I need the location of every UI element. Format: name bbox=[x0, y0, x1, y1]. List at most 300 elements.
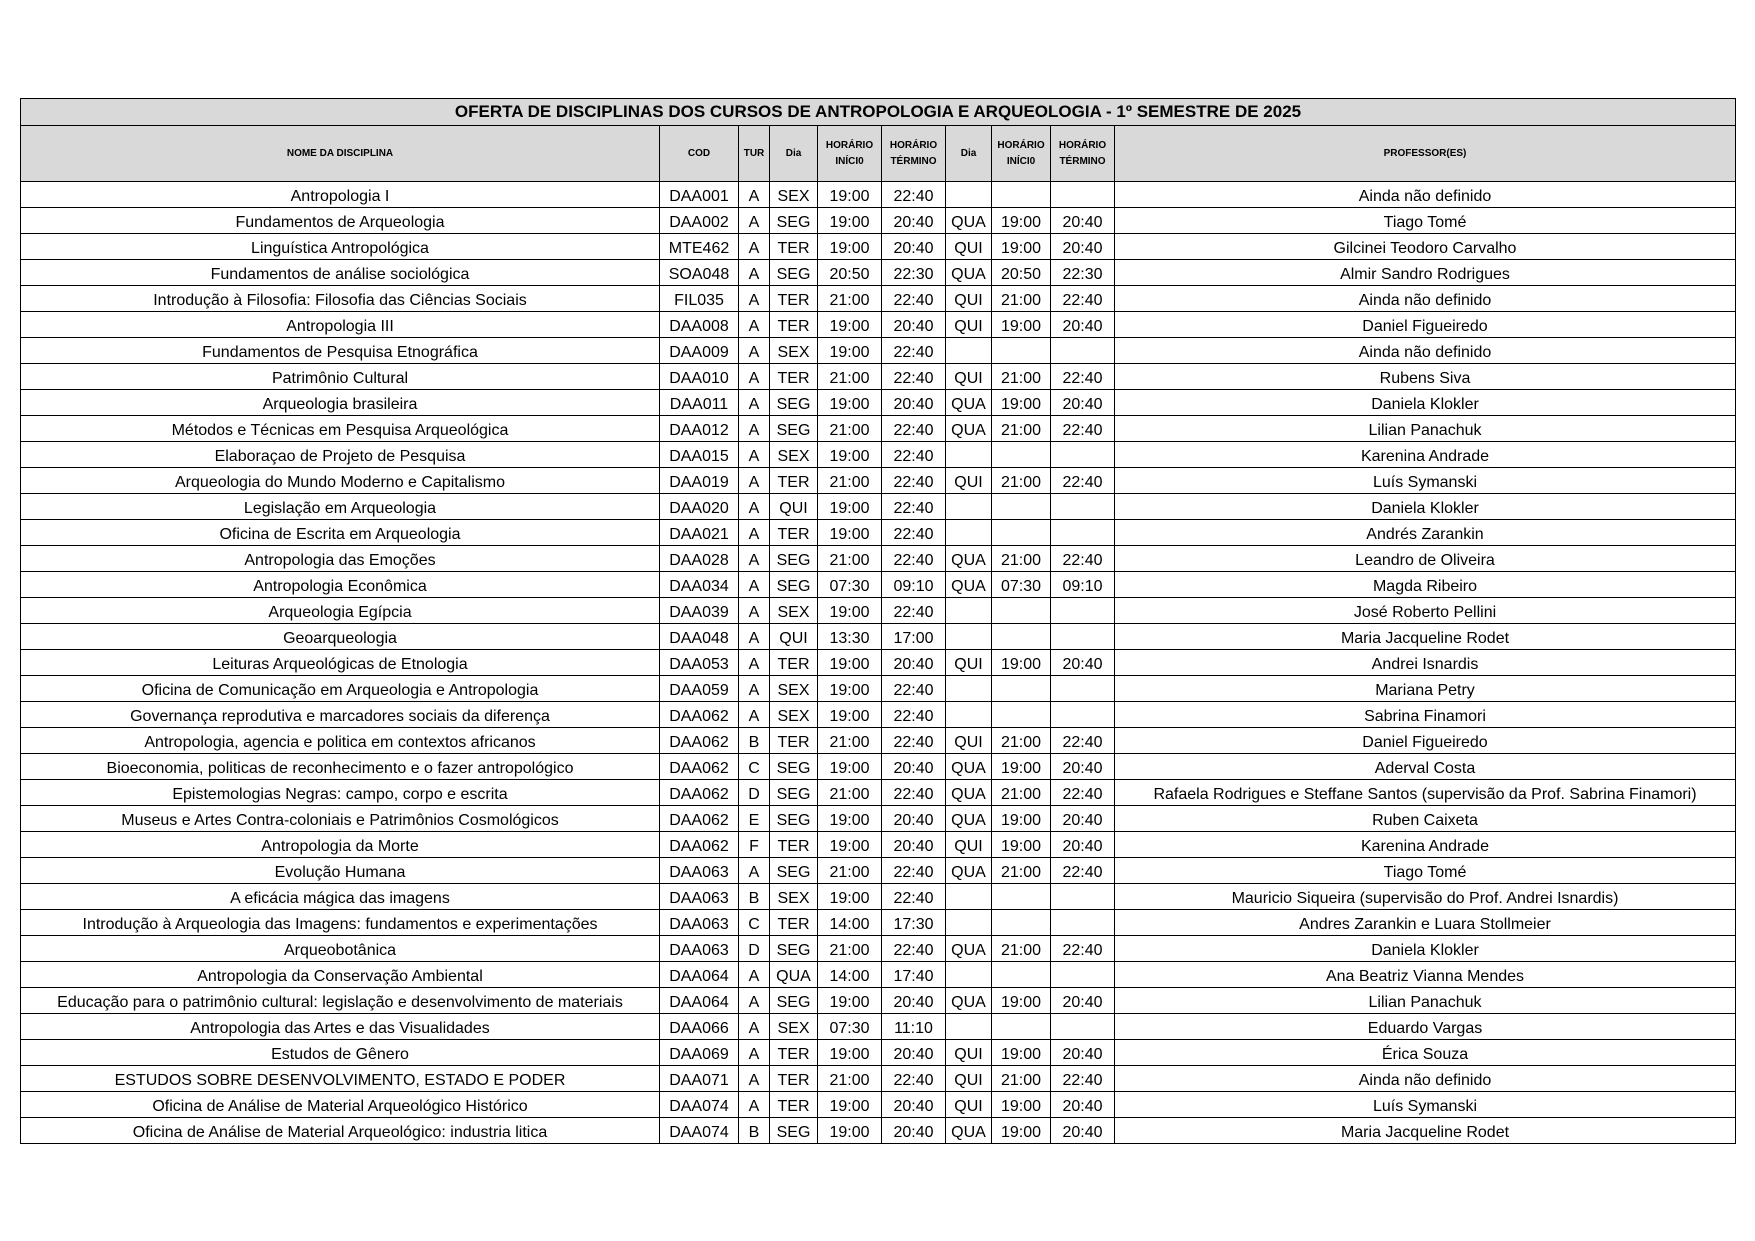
cell-dia-2: QUI bbox=[946, 728, 992, 754]
cell-horario-termino-1: 22:40 bbox=[882, 364, 946, 390]
cell-horario-termino-2 bbox=[1051, 598, 1115, 624]
table-row bbox=[21, 1040, 1736, 1066]
cell-horario-termino-2: 20:40 bbox=[1051, 650, 1115, 676]
cell-horario-termino-1: 20:40 bbox=[882, 650, 946, 676]
header-horario-termino-2 bbox=[1051, 126, 1115, 182]
cell-dia-2: QUA bbox=[946, 208, 992, 234]
table-row bbox=[21, 468, 1736, 494]
cell-tur: C bbox=[739, 754, 770, 780]
table-row bbox=[21, 780, 1736, 806]
cell-nome-disciplina: Governança reprodutiva e marcadores sociais da diferença bbox=[21, 702, 660, 728]
cell-tur: A bbox=[739, 1092, 770, 1118]
cell-tur: D bbox=[739, 936, 770, 962]
cell-horario-termino-2 bbox=[1051, 910, 1115, 936]
cell-horario-inicio-2: 19:00 bbox=[992, 806, 1051, 832]
cell-professores: Eduardo Vargas bbox=[1115, 1014, 1736, 1040]
table-row bbox=[21, 234, 1736, 260]
cell-cod: DAA048 bbox=[660, 624, 739, 650]
cell-professores: Daniela Klokler bbox=[1115, 390, 1736, 416]
cell-horario-termino-1: 20:40 bbox=[882, 754, 946, 780]
cell-professores: José Roberto Pellini bbox=[1115, 598, 1736, 624]
cell-tur: E bbox=[739, 806, 770, 832]
cell-nome-disciplina: Antropologia III bbox=[21, 312, 660, 338]
cell-horario-termino-1: 22:40 bbox=[882, 702, 946, 728]
cell-horario-inicio-2 bbox=[992, 962, 1051, 988]
cell-horario-inicio-2: 21:00 bbox=[992, 936, 1051, 962]
cell-horario-termino-1: 22:40 bbox=[882, 884, 946, 910]
cell-horario-inicio-2: 19:00 bbox=[992, 390, 1051, 416]
course-rows bbox=[21, 182, 1736, 1144]
cell-horario-termino-2: 22:40 bbox=[1051, 364, 1115, 390]
cell-horario-inicio-1: 19:00 bbox=[818, 988, 882, 1014]
cell-horario-inicio-2: 20:50 bbox=[992, 260, 1051, 286]
cell-nome-disciplina: Antropologia das Artes e das Visualidades bbox=[21, 1014, 660, 1040]
cell-dia-2: QUI bbox=[946, 1066, 992, 1092]
cell-professores: Lilian Panachuk bbox=[1115, 416, 1736, 442]
cell-horario-inicio-1: 21:00 bbox=[818, 286, 882, 312]
cell-cod: DAA074 bbox=[660, 1118, 739, 1144]
cell-horario-termino-2: 22:40 bbox=[1051, 1066, 1115, 1092]
cell-horario-inicio-2: 19:00 bbox=[992, 1118, 1051, 1144]
cell-horario-inicio-1: 21:00 bbox=[818, 546, 882, 572]
cell-dia-1: SEG bbox=[770, 572, 818, 598]
table-row bbox=[21, 1118, 1736, 1144]
cell-horario-inicio-2: 19:00 bbox=[992, 832, 1051, 858]
cell-horario-termino-1: 22:40 bbox=[882, 598, 946, 624]
cell-dia-2 bbox=[946, 182, 992, 208]
cell-cod: DAA069 bbox=[660, 1040, 739, 1066]
table-row bbox=[21, 208, 1736, 234]
cell-horario-inicio-2: 21:00 bbox=[992, 728, 1051, 754]
cell-cod: DAA002 bbox=[660, 208, 739, 234]
cell-horario-inicio-2 bbox=[992, 884, 1051, 910]
cell-horario-inicio-1: 21:00 bbox=[818, 416, 882, 442]
cell-cod: DAA015 bbox=[660, 442, 739, 468]
cell-dia-1: TER bbox=[770, 234, 818, 260]
cell-horario-inicio-2: 21:00 bbox=[992, 416, 1051, 442]
cell-horario-inicio-2 bbox=[992, 442, 1051, 468]
cell-horario-termino-2 bbox=[1051, 884, 1115, 910]
table-row bbox=[21, 286, 1736, 312]
cell-dia-2: QUA bbox=[946, 572, 992, 598]
cell-dia-2 bbox=[946, 884, 992, 910]
cell-horario-termino-2: 20:40 bbox=[1051, 806, 1115, 832]
cell-professores: Ainda não definido bbox=[1115, 286, 1736, 312]
cell-professores: Mauricio Siqueira (supervisão do Prof. Andrei Isnardis) bbox=[1115, 884, 1736, 910]
cell-nome-disciplina: Bioeconomia, politicas de reconhecimento e o fazer antropológico bbox=[21, 754, 660, 780]
cell-cod: DAA020 bbox=[660, 494, 739, 520]
cell-cod: DAA064 bbox=[660, 962, 739, 988]
cell-nome-disciplina: Fundamentos de análise sociológica bbox=[21, 260, 660, 286]
cell-dia-2: QUA bbox=[946, 936, 992, 962]
cell-professores: Ainda não definido bbox=[1115, 182, 1736, 208]
cell-tur: A bbox=[739, 624, 770, 650]
cell-professores: Daniel Figueiredo bbox=[1115, 312, 1736, 338]
cell-dia-2: QUI bbox=[946, 364, 992, 390]
cell-tur: A bbox=[739, 1040, 770, 1066]
cell-dia-2 bbox=[946, 338, 992, 364]
cell-dia-2 bbox=[946, 494, 992, 520]
cell-horario-termino-1: 22:40 bbox=[882, 858, 946, 884]
cell-horario-termino-1: 22:40 bbox=[882, 546, 946, 572]
header-horario-termino-2-line2: TÉRMINO bbox=[1059, 155, 1106, 167]
cell-cod: DAA062 bbox=[660, 754, 739, 780]
cell-dia-1: SEG bbox=[770, 936, 818, 962]
cell-cod: DAA074 bbox=[660, 1092, 739, 1118]
cell-horario-termino-2 bbox=[1051, 624, 1115, 650]
cell-dia-2 bbox=[946, 442, 992, 468]
cell-horario-termino-1: 11:10 bbox=[882, 1014, 946, 1040]
cell-dia-1: TER bbox=[770, 312, 818, 338]
cell-horario-termino-2: 20:40 bbox=[1051, 832, 1115, 858]
cell-horario-inicio-1: 14:00 bbox=[818, 910, 882, 936]
cell-horario-termino-2: 20:40 bbox=[1051, 1092, 1115, 1118]
cell-cod: DAA001 bbox=[660, 182, 739, 208]
cell-cod: DAA039 bbox=[660, 598, 739, 624]
cell-horario-inicio-1: 19:00 bbox=[818, 884, 882, 910]
cell-nome-disciplina: Arqueologia brasileira bbox=[21, 390, 660, 416]
cell-professores: Tiago Tomé bbox=[1115, 858, 1736, 884]
table-row bbox=[21, 910, 1736, 936]
cell-dia-1: TER bbox=[770, 468, 818, 494]
cell-tur: A bbox=[739, 1066, 770, 1092]
cell-nome-disciplina: Antropologia da Conservação Ambiental bbox=[21, 962, 660, 988]
cell-horario-termino-2: 22:40 bbox=[1051, 728, 1115, 754]
cell-tur: A bbox=[739, 988, 770, 1014]
cell-horario-termino-1: 22:40 bbox=[882, 182, 946, 208]
cell-horario-inicio-2 bbox=[992, 494, 1051, 520]
table-row bbox=[21, 988, 1736, 1014]
cell-horario-termino-2: 20:40 bbox=[1051, 1118, 1115, 1144]
cell-dia-1: SEG bbox=[770, 546, 818, 572]
cell-horario-termino-1: 22:40 bbox=[882, 416, 946, 442]
header-dia-1: Dia bbox=[770, 126, 818, 182]
cell-horario-termino-2 bbox=[1051, 182, 1115, 208]
cell-cod: DAA066 bbox=[660, 1014, 739, 1040]
table-row bbox=[21, 494, 1736, 520]
table-row bbox=[21, 546, 1736, 572]
cell-horario-termino-2 bbox=[1051, 520, 1115, 546]
cell-nome-disciplina: Leituras Arqueológicas de Etnologia bbox=[21, 650, 660, 676]
header-tur: TUR bbox=[739, 126, 770, 182]
header-horario-inicio-2-line1: HORÁRIO bbox=[997, 139, 1045, 151]
cell-professores: Érica Souza bbox=[1115, 1040, 1736, 1066]
cell-nome-disciplina: Introdução à Arqueologia das Imagens: fundamentos e experimentações bbox=[21, 910, 660, 936]
cell-nome-disciplina: Linguística Antropológica bbox=[21, 234, 660, 260]
cell-horario-termino-2: 20:40 bbox=[1051, 234, 1115, 260]
cell-horario-termino-1: 22:40 bbox=[882, 468, 946, 494]
cell-horario-inicio-1: 19:00 bbox=[818, 1040, 882, 1066]
cell-horario-termino-2: 20:40 bbox=[1051, 1040, 1115, 1066]
cell-nome-disciplina: Fundamentos de Pesquisa Etnográfica bbox=[21, 338, 660, 364]
cell-horario-termino-1: 22:40 bbox=[882, 1066, 946, 1092]
header-professores: PROFESSOR(ES) bbox=[1115, 126, 1736, 182]
cell-dia-1: SEX bbox=[770, 884, 818, 910]
cell-dia-1: TER bbox=[770, 910, 818, 936]
cell-horario-inicio-2 bbox=[992, 624, 1051, 650]
cell-tur: A bbox=[739, 364, 770, 390]
cell-horario-termino-2 bbox=[1051, 676, 1115, 702]
cell-cod: DAA011 bbox=[660, 390, 739, 416]
cell-tur: A bbox=[739, 572, 770, 598]
cell-horario-termino-1: 20:40 bbox=[882, 312, 946, 338]
cell-cod: DAA012 bbox=[660, 416, 739, 442]
cell-horario-termino-2: 20:40 bbox=[1051, 208, 1115, 234]
cell-professores: Ana Beatriz Vianna Mendes bbox=[1115, 962, 1736, 988]
cell-nome-disciplina: Arqueobotânica bbox=[21, 936, 660, 962]
cell-nome-disciplina: Introdução à Filosofia: Filosofia das Ciências Sociais bbox=[21, 286, 660, 312]
cell-horario-inicio-2: 21:00 bbox=[992, 858, 1051, 884]
cell-professores: Almir Sandro Rodrigues bbox=[1115, 260, 1736, 286]
cell-tur: A bbox=[739, 468, 770, 494]
cell-dia-2: QUA bbox=[946, 416, 992, 442]
cell-dia-2: QUA bbox=[946, 780, 992, 806]
cell-tur: D bbox=[739, 780, 770, 806]
cell-horario-inicio-1: 21:00 bbox=[818, 858, 882, 884]
cell-dia-2: QUI bbox=[946, 1092, 992, 1118]
cell-dia-2: QUA bbox=[946, 988, 992, 1014]
cell-dia-1: TER bbox=[770, 364, 818, 390]
cell-dia-1: SEG bbox=[770, 390, 818, 416]
cell-professores: Leandro de Oliveira bbox=[1115, 546, 1736, 572]
cell-horario-inicio-1: 19:00 bbox=[818, 338, 882, 364]
header-horario-termino-1-line1: HORÁRIO bbox=[889, 139, 938, 151]
cell-horario-inicio-2: 21:00 bbox=[992, 546, 1051, 572]
table-row bbox=[21, 1066, 1736, 1092]
cell-nome-disciplina: Evolução Humana bbox=[21, 858, 660, 884]
cell-tur: A bbox=[739, 676, 770, 702]
table-row bbox=[21, 338, 1736, 364]
cell-horario-inicio-1: 13:30 bbox=[818, 624, 882, 650]
cell-cod: DAA008 bbox=[660, 312, 739, 338]
header-horario-inicio-2-line2: INÍCI0 bbox=[1006, 155, 1036, 167]
cell-cod: SOA048 bbox=[660, 260, 739, 286]
cell-cod: DAA034 bbox=[660, 572, 739, 598]
cell-tur: A bbox=[739, 338, 770, 364]
cell-horario-inicio-1: 07:30 bbox=[818, 572, 882, 598]
cell-dia-1: QUI bbox=[770, 494, 818, 520]
cell-horario-inicio-1: 19:00 bbox=[818, 754, 882, 780]
cell-horario-inicio-2: 19:00 bbox=[992, 312, 1051, 338]
cell-tur: A bbox=[739, 260, 770, 286]
course-offering-sheet bbox=[20, 98, 1735, 1144]
cell-professores: Rubens Siva bbox=[1115, 364, 1736, 390]
cell-horario-termino-1: 17:30 bbox=[882, 910, 946, 936]
cell-horario-inicio-2 bbox=[992, 520, 1051, 546]
cell-horario-inicio-2 bbox=[992, 910, 1051, 936]
cell-horario-inicio-1: 19:00 bbox=[818, 208, 882, 234]
cell-nome-disciplina: Arqueologia Egípcia bbox=[21, 598, 660, 624]
cell-horario-termino-2: 22:40 bbox=[1051, 416, 1115, 442]
cell-cod: MTE462 bbox=[660, 234, 739, 260]
cell-cod: DAA028 bbox=[660, 546, 739, 572]
cell-dia-1: TER bbox=[770, 520, 818, 546]
header-horario-termino-1-line2: TÉRMINO bbox=[890, 155, 937, 167]
cell-horario-termino-2: 20:40 bbox=[1051, 754, 1115, 780]
cell-tur: A bbox=[739, 234, 770, 260]
cell-nome-disciplina: Elaboraçao de Projeto de Pesquisa bbox=[21, 442, 660, 468]
cell-professores: Karenina Andrade bbox=[1115, 442, 1736, 468]
cell-tur: A bbox=[739, 390, 770, 416]
cell-nome-disciplina: Geoarqueologia bbox=[21, 624, 660, 650]
cell-tur: B bbox=[739, 1118, 770, 1144]
table-row bbox=[21, 702, 1736, 728]
cell-horario-inicio-1: 19:00 bbox=[818, 1092, 882, 1118]
cell-dia-2: QUA bbox=[946, 546, 992, 572]
cell-cod: DAA059 bbox=[660, 676, 739, 702]
table-row bbox=[21, 598, 1736, 624]
cell-cod: DAA062 bbox=[660, 806, 739, 832]
cell-dia-1: SEG bbox=[770, 858, 818, 884]
cell-dia-2: QUA bbox=[946, 858, 992, 884]
cell-horario-inicio-2: 19:00 bbox=[992, 754, 1051, 780]
cell-dia-1: SEG bbox=[770, 780, 818, 806]
cell-nome-disciplina: A eficácia mágica das imagens bbox=[21, 884, 660, 910]
table-row bbox=[21, 572, 1736, 598]
cell-dia-2: QUA bbox=[946, 754, 992, 780]
cell-professores: Maria Jacqueline Rodet bbox=[1115, 624, 1736, 650]
cell-professores: Daniela Klokler bbox=[1115, 936, 1736, 962]
cell-dia-2 bbox=[946, 1014, 992, 1040]
cell-professores: Ainda não definido bbox=[1115, 338, 1736, 364]
cell-nome-disciplina: Antropologia I bbox=[21, 182, 660, 208]
header-nome-disciplina: NOME DA DISCIPLINA bbox=[21, 126, 660, 182]
cell-dia-2: QUI bbox=[946, 1040, 992, 1066]
cell-dia-1: SEG bbox=[770, 754, 818, 780]
cell-tur: A bbox=[739, 182, 770, 208]
cell-horario-inicio-2 bbox=[992, 338, 1051, 364]
cell-horario-termino-1: 22:40 bbox=[882, 780, 946, 806]
table-row bbox=[21, 260, 1736, 286]
cell-cod: DAA062 bbox=[660, 728, 739, 754]
table-row bbox=[21, 650, 1736, 676]
header-horario-inicio-1-line1: HORÁRIO bbox=[825, 139, 874, 151]
table-row bbox=[21, 832, 1736, 858]
cell-professores: Aderval Costa bbox=[1115, 754, 1736, 780]
cell-horario-inicio-1: 19:00 bbox=[818, 702, 882, 728]
cell-dia-1: TER bbox=[770, 1040, 818, 1066]
cell-cod: DAA062 bbox=[660, 702, 739, 728]
cell-horario-inicio-2 bbox=[992, 702, 1051, 728]
cell-horario-inicio-2: 21:00 bbox=[992, 1066, 1051, 1092]
cell-tur: A bbox=[739, 546, 770, 572]
cell-dia-2: QUI bbox=[946, 468, 992, 494]
cell-nome-disciplina: Arqueologia do Mundo Moderno e Capitalismo bbox=[21, 468, 660, 494]
cell-horario-inicio-1: 19:00 bbox=[818, 390, 882, 416]
cell-horario-termino-2 bbox=[1051, 1014, 1115, 1040]
cell-horario-inicio-2: 19:00 bbox=[992, 234, 1051, 260]
cell-horario-inicio-1: 19:00 bbox=[818, 182, 882, 208]
cell-dia-1: SEX bbox=[770, 1014, 818, 1040]
cell-dia-2: QUI bbox=[946, 312, 992, 338]
cell-nome-disciplina: Estudos de Gênero bbox=[21, 1040, 660, 1066]
table-row bbox=[21, 884, 1736, 910]
cell-horario-termino-1: 20:40 bbox=[882, 806, 946, 832]
table-row bbox=[21, 676, 1736, 702]
cell-professores: Daniel Figueiredo bbox=[1115, 728, 1736, 754]
cell-dia-2: QUA bbox=[946, 1118, 992, 1144]
cell-dia-2: QUA bbox=[946, 390, 992, 416]
cell-tur: C bbox=[739, 910, 770, 936]
cell-professores: Rafaela Rodrigues e Steffane Santos (supervisão da Prof. Sabrina Finamori) bbox=[1115, 780, 1736, 806]
table-row bbox=[21, 728, 1736, 754]
cell-horario-termino-1: 17:40 bbox=[882, 962, 946, 988]
cell-horario-inicio-1: 19:00 bbox=[818, 520, 882, 546]
cell-horario-termino-2 bbox=[1051, 494, 1115, 520]
cell-horario-inicio-2: 07:30 bbox=[992, 572, 1051, 598]
cell-nome-disciplina: Educação para o patrimônio cultural: legislação e desenvolvimento de materiais bbox=[21, 988, 660, 1014]
cell-dia-1: SEX bbox=[770, 676, 818, 702]
cell-dia-2 bbox=[946, 676, 992, 702]
cell-horario-termino-2: 20:40 bbox=[1051, 390, 1115, 416]
cell-professores: Luís Symanski bbox=[1115, 468, 1736, 494]
cell-dia-2: QUI bbox=[946, 650, 992, 676]
cell-dia-1: TER bbox=[770, 1066, 818, 1092]
table-row bbox=[21, 312, 1736, 338]
cell-professores: Maria Jacqueline Rodet bbox=[1115, 1118, 1736, 1144]
cell-horario-termino-2: 22:40 bbox=[1051, 780, 1115, 806]
cell-tur: A bbox=[739, 416, 770, 442]
cell-nome-disciplina: Patrimônio Cultural bbox=[21, 364, 660, 390]
cell-professores: Daniela Klokler bbox=[1115, 494, 1736, 520]
cell-horario-termino-1: 22:40 bbox=[882, 520, 946, 546]
cell-professores: Tiago Tomé bbox=[1115, 208, 1736, 234]
table-row bbox=[21, 936, 1736, 962]
cell-professores: Ruben Caixeta bbox=[1115, 806, 1736, 832]
header-horario-termino-2-line1: HORÁRIO bbox=[1058, 139, 1107, 151]
cell-horario-termino-1: 17:00 bbox=[882, 624, 946, 650]
cell-tur: B bbox=[739, 728, 770, 754]
cell-horario-inicio-2: 19:00 bbox=[992, 1040, 1051, 1066]
cell-professores: Gilcinei Teodoro Carvalho bbox=[1115, 234, 1736, 260]
cell-horario-inicio-1: 19:00 bbox=[818, 442, 882, 468]
cell-dia-2: QUA bbox=[946, 806, 992, 832]
header-horario-inicio-2 bbox=[992, 126, 1051, 182]
cell-cod: DAA063 bbox=[660, 884, 739, 910]
cell-tur: A bbox=[739, 286, 770, 312]
cell-horario-termino-1: 22:40 bbox=[882, 936, 946, 962]
cell-cod: DAA071 bbox=[660, 1066, 739, 1092]
cell-tur: A bbox=[739, 702, 770, 728]
cell-dia-2: QUA bbox=[946, 260, 992, 286]
cell-tur: A bbox=[739, 962, 770, 988]
cell-nome-disciplina: Oficina de Comunicação em Arqueologia e Antropologia bbox=[21, 676, 660, 702]
cell-horario-inicio-2: 21:00 bbox=[992, 780, 1051, 806]
cell-nome-disciplina: ESTUDOS SOBRE DESENVOLVIMENTO, ESTADO E PODER bbox=[21, 1066, 660, 1092]
cell-horario-inicio-1: 21:00 bbox=[818, 364, 882, 390]
cell-nome-disciplina: Oficina de Análise de Material Arqueológico Histórico bbox=[21, 1092, 660, 1118]
cell-horario-inicio-1: 20:50 bbox=[818, 260, 882, 286]
cell-dia-2 bbox=[946, 910, 992, 936]
cell-horario-termino-1: 22:40 bbox=[882, 338, 946, 364]
cell-cod: DAA063 bbox=[660, 858, 739, 884]
table-row bbox=[21, 1014, 1736, 1040]
cell-nome-disciplina: Antropologia da Morte bbox=[21, 832, 660, 858]
cell-horario-termino-2 bbox=[1051, 962, 1115, 988]
cell-nome-disciplina: Oficina de Análise de Material Arqueológico: industria litica bbox=[21, 1118, 660, 1144]
cell-professores: Lilian Panachuk bbox=[1115, 988, 1736, 1014]
cell-dia-2: QUI bbox=[946, 286, 992, 312]
cell-dia-2 bbox=[946, 962, 992, 988]
cell-tur: A bbox=[739, 650, 770, 676]
cell-cod: FIL035 bbox=[660, 286, 739, 312]
cell-dia-2 bbox=[946, 624, 992, 650]
header-horario-inicio-1-line2: INÍCI0 bbox=[835, 155, 864, 167]
cell-horario-termino-1: 22:40 bbox=[882, 728, 946, 754]
cell-horario-inicio-1: 21:00 bbox=[818, 468, 882, 494]
cell-horario-inicio-2: 21:00 bbox=[992, 468, 1051, 494]
cell-dia-2: QUI bbox=[946, 832, 992, 858]
